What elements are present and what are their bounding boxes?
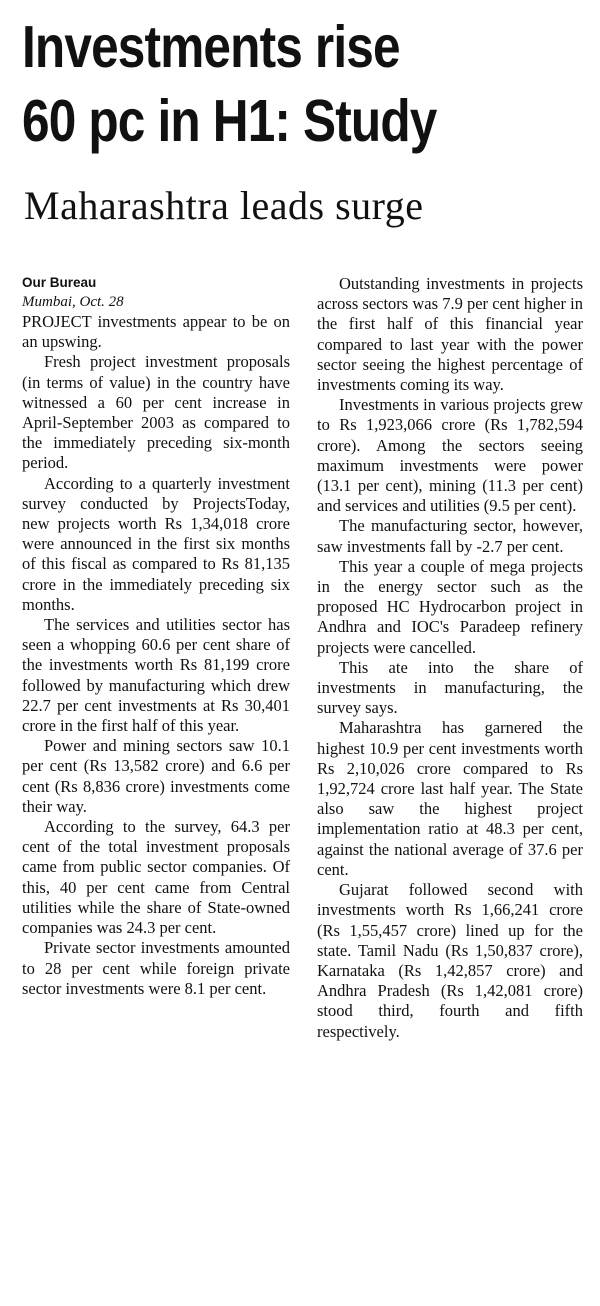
article-column-right	[317, 274, 583, 1042]
paragraph: Gujarat followed second with investments worth Rs 1,66,241 crore (Rs 1,55,457 crore) lined up for the state. Tamil Nadu (Rs 1,50,837 crore), Karnataka (Rs 1,42,857 crore) and Andhra Pradesh (Rs 1,42,081 crore) stood third, fourth and fifth respectively.	[317, 880, 583, 1041]
paragraph: Investments in various projects grew to Rs 1,923,066 crore (Rs 1,782,594 crore). Among the sectors seeing maximum investments were power (13.1 per cent), mining (11.3 per cent) and services and utilities (9.5 per cent).	[317, 395, 583, 516]
byline-place: Mumbai, Oct. 28	[22, 294, 124, 310]
byline-name: Our Bureau	[22, 275, 97, 290]
paragraph: This year a couple of mega projects in the energy sector such as the proposed HC Hydrocarbon project in Andhra and IOC's Paradeep refinery projects were cancelled.	[317, 556, 583, 657]
paragraph: The services and utilities sector has seen a whopping 60.6 per cent share of the investments worth Rs 81,199 crore followed by manufacturing which drew 22.7 per cent investments at Rs 30,401 crore in the first half of this year.	[22, 615, 290, 736]
paragraph: Outstanding investments in projects across sectors was 7.9 per cent higher in the first half of this financial year compared to last year with the power sector seeing the highest percentage of investments coming its way.	[317, 274, 583, 395]
paragraph: According to a quarterly investment survey conducted by ProjectsToday, new projects worth Rs 1,34,018 crore were announced in the first six months of this fiscal as compared to Rs 81,135 crore in the immediately preceding six months.	[22, 473, 290, 614]
paragraph: Private sector investments amounted to 28 per cent while foreign private sector investments were 8.1 per cent.	[22, 938, 290, 998]
paragraph: This ate into the share of investments in manufacturing, the survey says.	[317, 657, 583, 718]
paragraph: The manufacturing sector, however, saw investments fall by -2.7 per cent.	[317, 516, 583, 556]
paragraph: Maharashtra has garnered the highest 10.9 per cent investments worth Rs 2,10,026 crore compared to Rs 1,92,724 crore last half year. The State also saw the highest project implementation ratio at 48.3 per cent, against the national average of 37.6 per cent.	[317, 718, 583, 879]
headline	[22, 10, 501, 158]
headline-line-1: Investments rise	[22, 14, 400, 80]
headline-line-2: 60 pc in H1: Study	[22, 88, 437, 154]
subheadline: Maharashtra leads surge	[24, 183, 424, 228]
article-column-left	[22, 274, 290, 999]
paragraph: PROJECT investments appear to be on an upswing.	[22, 312, 290, 352]
paragraph: According to the survey, 64.3 per cent of the total investment proposals came from public sector companies. Of this, 40 per cent came from Central utilities while the share of State-owned companies was 24.3 per cent.	[22, 817, 290, 938]
paragraph: Fresh project investment proposals (in terms of value) in the country have witnessed a 60 per cent increase in April-September 2003 as compared to the immediately preceding six-month period.	[22, 352, 290, 473]
paragraph: Power and mining sectors saw 10.1 per cent (Rs 13,582 crore) and 6.6 per cent (Rs 8,836 crore) investments come their way.	[22, 736, 290, 816]
